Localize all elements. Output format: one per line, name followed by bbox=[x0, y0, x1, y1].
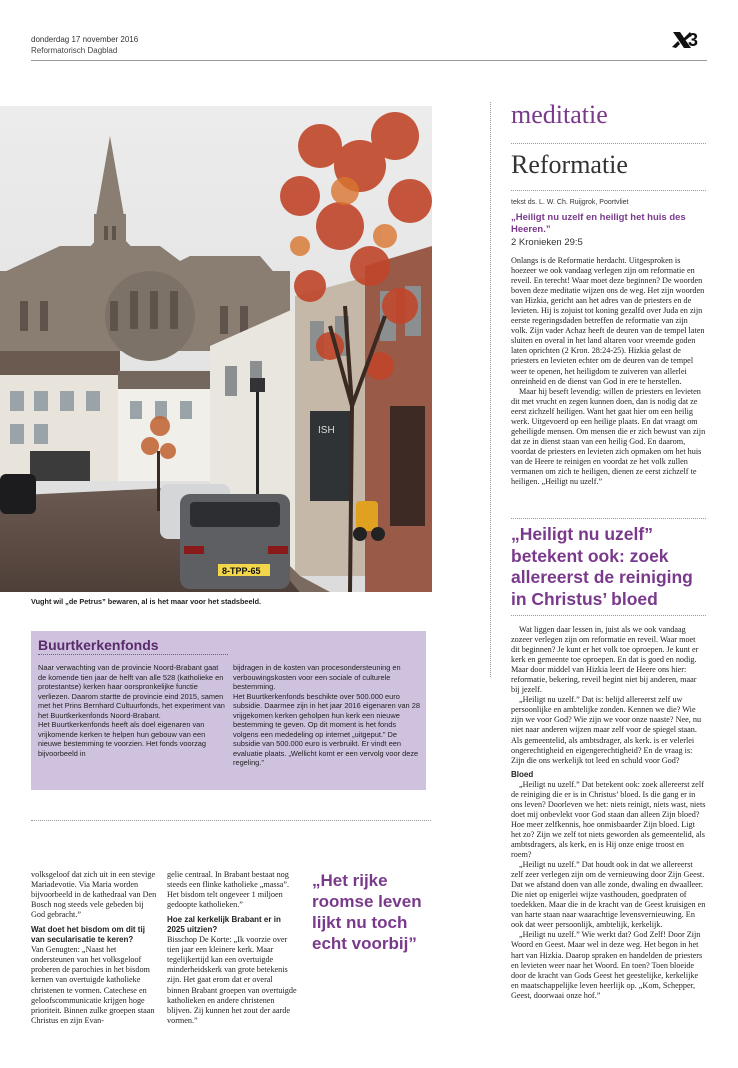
pullquote-heiligt: „Heiligt nu uzelf” betekent ook: zoek allereerst de reiniging in Christus’ bloed bbox=[511, 524, 693, 609]
meditation-p1: Onlangs is de Reformatie herdacht. Uitgesproken is hoezeer we ook vandaag verlegen zijn om reformatie en reveil. En terecht! Waar moet deze beginnen? De woorden boven deze meditatie wijzen ons de weg. Het zijn woorden van Hizkia, gericht aan het adres van de priesters en de levieten. Hij is zojuist tot koning gezalfd over Juda en zijn eerste regeringsdaden betreffen de reformatie van zijn volk. Zijn vader Achaz heeft de deuren van de tempel laten sluiten en overal in het land altaren voor vreemde goden laten oprichten (2 Kron. 28:24-25). Hizkia gelast de priesters en levieten echter om de deuren van de tempel weer te openen, het heiligdom te zuiveren van allerlei onreinheid en de dienst van God in ere te herstellen. bbox=[511, 256, 705, 386]
church-photo bbox=[0, 106, 432, 592]
meditation-verse-ref: 2 Kronieken 29:5 bbox=[511, 237, 583, 248]
title-rule bbox=[511, 190, 706, 191]
kicker-rule bbox=[511, 143, 706, 144]
article-col1-p1: volksgeloof dat zich uit in een stevige Mariadevotie. Via Maria worden bijvoorbeeld in de kathedraal van Den Bosch nog steeds vele gebeden bij God gebracht.” bbox=[31, 870, 157, 920]
meditation-verse: „Heiligt nu uzelf en heiligt het huis des Heeren.” bbox=[511, 212, 686, 235]
meditation-text-bottom bbox=[511, 625, 706, 1001]
header-rule bbox=[31, 60, 707, 61]
meditation-byline: tekst ds. L. W. Ch. Ruijgrok, Poortvliet bbox=[511, 199, 629, 206]
meditation-p7: „Heiligt nu uzelf.” Wie werkt dat? God Zelf! Door Zijn Woord en Geest. Maar wel in deze weg. Het begon in het hart van Hizkia. Daarop spraken en handelden de priesters en levieten weer naar het Woord. En toen? Toen bloeide door de kracht van Gods Geest het geestelijke, kerkelijke en maatschappelijke leven heerlijk op. „Kom, Schepper, Geest, doorwaai onze hof.” bbox=[511, 930, 703, 1000]
meditation-rule bbox=[490, 102, 491, 677]
article-col2 bbox=[167, 870, 297, 1026]
question-2: Hoe zal kerkelijk Brabant er in 2025 uitzien? bbox=[167, 915, 281, 935]
meditation-subhead: Bloed bbox=[511, 769, 534, 779]
meditation-p2: Maar hij beseft levendig: willen de priesters en levieten dit met vrucht en zegen kunnen doen, dan is nodig dat ze eerst zichzelf heiligen. Want het gaat hier om een heilig werk. Uitgevoerd op een heilige plaats. En dat vraagt om geheiligde mensen. Om mensen die er zich bewust van zijn dat ze in dienst staan van een heilig God. En daarom, voordat de priesters en levieten zich opmaken om het huis van de Heere te reinigen en voordat ze het volk zullen vermanen om zich te heiligen, dienen ze eerst zichzelf te heiligen. „Heiligt nu uzelf.” bbox=[511, 386, 706, 487]
license-plate: 8-TPP-65 bbox=[222, 566, 261, 576]
meditation-p5: „Heiligt nu uzelf.” Dat betekent ook: zoek allereerst zelf de reiniging die er is in Christus’ bloed. Is die gang er in ons leven? Doorleven we het: niets reinigt, niets wast, niets doet mij onbevlekt voor God staan dan alleen Zijn bloed? Hoe meer zelfkennis, hoe onmisbaarder Zijn bloed. Ligt het zo? Zijn we zelf tot niets geworden als gemeentelid, als ambtsdragers, als kerk, en is Hij onze enige troost en roem? bbox=[511, 779, 706, 860]
pullquote-rule-top bbox=[511, 518, 706, 519]
header-date: donderdag 17 november 2016 bbox=[31, 35, 139, 44]
article-col2-p2: Bisschop De Korte: „Ik voorzie over tien jaar een kleinere kerk. Maar tegelijkertijd kan een overtuigde minderheidskerk van grote betekenis zijn. Het gaat erom dat er overal binnen Brabant groepen van overtuigde katholieken en andere christenen blijven. Zij kunnen het zout der aarde vormen.” bbox=[167, 935, 297, 1025]
article-col2-p1: gelie centraal. In Brabant bestaat nog steeds een flinke katholieke „massa”. Het bisdom telt ongeveer 1 miljoen gedoopte katholieken.” bbox=[167, 870, 290, 910]
pullquote-rule-bottom bbox=[511, 615, 706, 616]
photo-caption: Vught wil „de Petrus” bewaren, al is het maar voor het stadsbeeld. bbox=[31, 597, 262, 606]
meditation-p3: Wat liggen daar lessen in, juist als we ook vandaag zozeer verlegen zijn om reformatie en reveil. Waar moet dit beginnen? Je kunt er het volk toe oproepen. Je kunt er kerk en gemeente toe oproepen. En dat is goed en nodig. Maar door middel van Hizkia leert de Heere ons hier: reformatie, bekering, reveil begint niet bij anderen, maar bij jezelf. bbox=[511, 625, 699, 695]
meditation-p6: „Heiligt nu uzelf.” Dat houdt ook in dat we allereerst zelf zeer verlegen zijn om de vernieuwing door Zijn Geest. Dat we afstand doen van alle zonde, dwaling en dwaalleer. Die niet op enigerlei wijze vasthouden, goedpraten of toedekken. Maar die in de kracht van de Geest kruisigen en van harte staan naar waarachtige levensvernieuwing. En ook dat weer persoonlijk, ambtelijk, kerkelijk. bbox=[511, 860, 706, 930]
shop-sign: ISH bbox=[318, 425, 335, 436]
box-title-rule bbox=[38, 654, 228, 655]
meditation-p4: „Heiligt nu uzelf.” Dat is: belijd allereerst zelf uw persoonlijke en ambtelijke zonden. Kennen we die? Wie zijn we voor God? Wie zijn we voor onze naaste? Nee, nu niet naar anderen wijzen maar zelf voor de spiegel staan. Als gemeentelid, als ambtsdrager, als kerk. is er velerlei ongerechtigheid en eigengerechtigheid? En de vraag is: Zijn die ons werkelijk tot leed en schuld voor God? bbox=[511, 695, 702, 765]
article-col1-p2: Van Genugten: „Naast het ondersteunen van het volksgeloof proberen de parochies in het bisdom kernen van overtuigde katholieke christenen te vormen. Catechese en geloofscommunicatie krijgen hoge prioriteit. Binnen zulke groepen staan Christus en zijn Evan- bbox=[31, 945, 155, 1025]
meditation-text-top bbox=[511, 256, 706, 487]
bottom-dotted-rule bbox=[31, 820, 431, 821]
meditation-title: Reformatie bbox=[511, 150, 628, 179]
pullquote-roomse-leven: „Het rijke roomse leven lijkt nu toch echt voorbij” bbox=[312, 871, 422, 953]
page-number: 3 bbox=[688, 30, 699, 50]
question-1: Wat doet het bisdom om dit tij van secularisatie te keren? bbox=[31, 925, 145, 945]
buurtkerkenfonds-title: Buurtkerkenfonds bbox=[38, 637, 159, 653]
buurtkerkenfonds-col2: bijdragen in de kosten van procesondersteuning en verbouwingskosten voor een sociale of culturele bestemming. Het Buurtkerkenfonds beschikte over 500.000 euro subsidie. Daarmee zijn in het jaar 2016 eigenaren van 28 vrijgekomen kerken geholpen hun kerk een nieuwe bestemming te geven. Op dit moment is het fonds volgens een mededeling op internet „uitgeput.” De subsidie van 500.000 euro is verbruikt. Er vindt een evaluatie plaats. „Wellicht komt er een vervolg voor deze regeling.” bbox=[233, 663, 420, 768]
meditation-kicker: meditatie bbox=[511, 100, 608, 129]
buurtkerkenfonds-col1: Naar verwachting van de provincie Noord-Brabant gaat de komende tien jaar de helft van alle 528 (katholieke en protestantse) kerken haar oorspronkelijke functie verliezen. Daarom startte de provincie eind 2015, samen met het Prins Bernhard Cultuurfonds, het experiment van het Buurtkerkenfonds Noord-Brabant. Het Buurtkerkenfonds heeft als doel eigenaren van vrijkomende kerken te helpen hun gebouw van een nieuwe bestemming te voorzien. Het fonds voorzag bijvoorbeeld in bbox=[38, 663, 225, 758]
header-paper: Reformatorisch Dagblad bbox=[31, 46, 118, 55]
article-col1 bbox=[31, 870, 158, 1026]
